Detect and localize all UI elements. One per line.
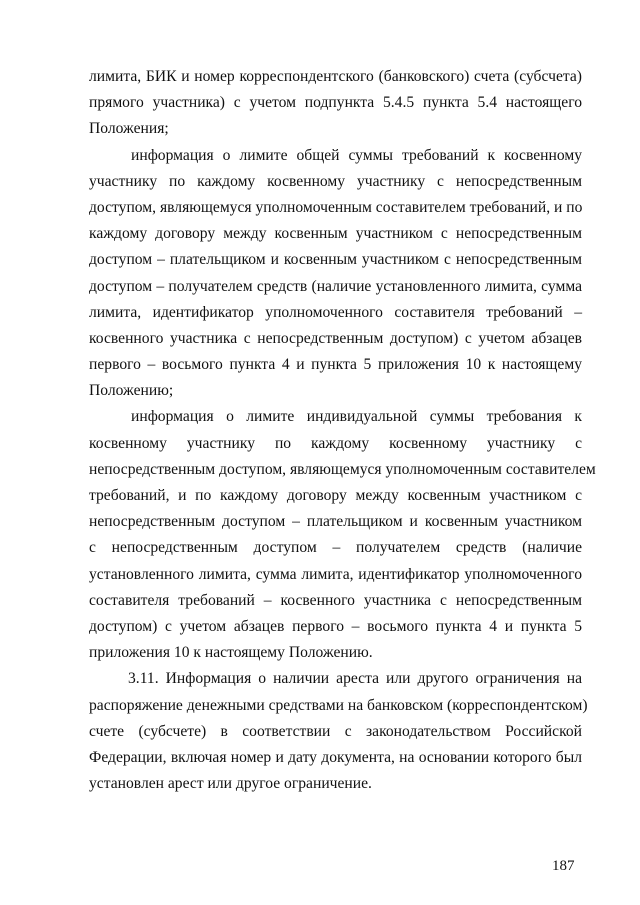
text-line: информация о лимите индивидуальной суммы требования к: [131, 408, 582, 426]
text-line: Федерации, включая номер и дату документа, на основании которого был: [89, 748, 582, 766]
paragraph-section-3-11: [89, 666, 588, 797]
text-line: косвенного участника с непосредственным доступом) с учетом абзацев: [89, 329, 582, 347]
text-line: установлен арест или другое ограничение.: [89, 775, 372, 793]
text-line: требований, и по каждому договору между косвенным участником с: [89, 487, 582, 504]
text-line: счете (субсчете) в соответствии с законодательством Российской: [89, 722, 582, 740]
text-line: установленного лимита, сумма лимита, идентификатор уполномоченного: [89, 565, 582, 583]
text-line: приложения 10 к настоящему Положению.: [89, 644, 373, 662]
text-line: участнику по каждому косвенному участнику с непосредственным: [89, 172, 582, 190]
paragraph-total-limit: [89, 143, 582, 405]
paragraph-continuation: [89, 64, 582, 143]
text-line: непосредственным доступом, являющемуся уполномоченным составителем: [89, 460, 596, 478]
text-line: каждому договору между косвенным участником с непосредственным: [89, 225, 582, 243]
page-number: 187: [552, 858, 575, 874]
text-line: распоряжение денежными средствами на банковском (корреспондентском): [89, 696, 588, 714]
text-line: составителя требований – косвенного участника с непосредственным: [89, 591, 582, 609]
text-line: лимита, БИК и номер корреспондентского (банковского) счета (субсчета): [89, 68, 582, 85]
paragraph-individual-limit: [89, 404, 596, 666]
text-line: прямого участника) с учетом подпункта 5.4.5 пункта 5.4 настоящего: [89, 94, 582, 112]
text-line: доступом – плательщиком и косвенным участником с непосредственным: [89, 251, 582, 269]
text-line: Положению;: [89, 382, 174, 400]
text-line: доступом) с учетом абзацев первого – восьмого пункта 4 и пункта 5: [89, 617, 582, 635]
text-line: доступом, являющемуся уполномоченным составителем требований, и по: [89, 198, 583, 216]
text-line: лимита, идентификатор уполномоченного составителя требований –: [89, 303, 582, 321]
text-line: непосредственным доступом – плательщиком и косвенным участником: [89, 513, 582, 531]
text-line: косвенному участнику по каждому косвенному участнику с: [89, 434, 582, 452]
text-line: первого – восьмого пункта 4 и пункта 5 приложения 10 к настоящему: [89, 356, 582, 374]
document-page: [89, 64, 596, 797]
text-line: с непосредственным доступом – получателем средств (наличие: [89, 539, 582, 557]
text-line: информация о лимите общей суммы требований к косвенному: [131, 146, 582, 164]
text-line: Положения;: [89, 120, 169, 138]
text-line: 3.11. Информация о наличии ареста или другого ограничения на: [128, 670, 582, 688]
text-line: доступом – получателем средств (наличие установленного лимита, сумма: [89, 277, 582, 295]
